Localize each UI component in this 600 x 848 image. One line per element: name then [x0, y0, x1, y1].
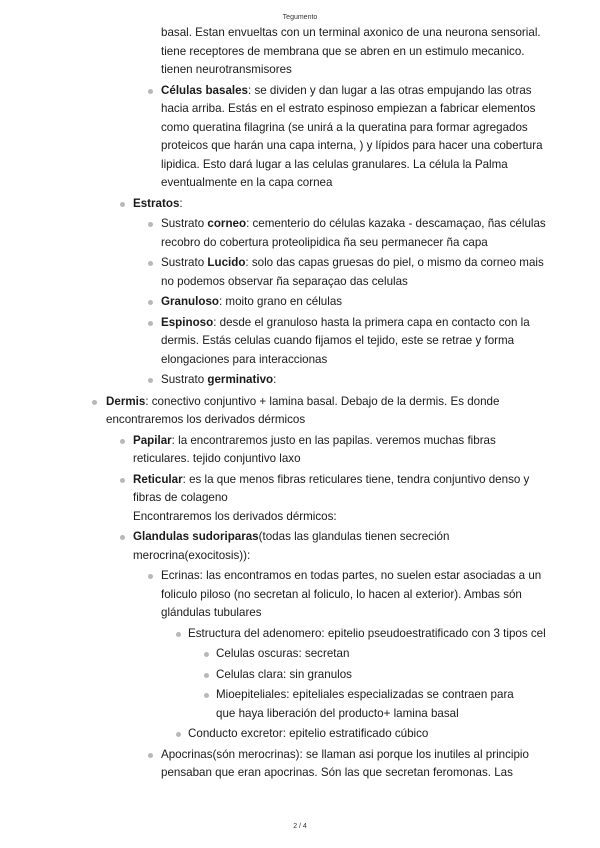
- term-espinoso: Espinoso: [161, 315, 214, 329]
- paragraph-text: Encontraremos los derivados dérmicos:: [133, 509, 337, 523]
- list-item: [0, 725, 554, 744]
- list-item-text: [133, 471, 553, 508]
- bullet-icon: [120, 478, 125, 483]
- list-item-text: [106, 393, 526, 430]
- bullet-icon: [148, 378, 153, 383]
- page-header: Tegumento: [282, 14, 318, 21]
- item-text: : desde el granuloso hasta la primera capa en contacto con la dermis. Estás celulas cuando fijamos el tejido, este se retrae y forma elongaciones para interaccionas: [161, 315, 530, 366]
- list-item-text: Celulas oscuras: secretan: [216, 647, 350, 660]
- list-item-text: [161, 371, 551, 390]
- list-item: [0, 82, 551, 193]
- list-item-text: Conducto excretor: epitelio estratificado cúbico: [188, 727, 429, 740]
- item-text: : es la que menos fibras reticulares tiene, tendra conjuntivo denso y fibras de colageno: [133, 472, 530, 504]
- item-text: : moito grano en células: [218, 295, 343, 308]
- list-item: [0, 215, 553, 252]
- list-item-text: Estructura del adenomero: epitelio pseudoestratificado con 3 tipos cel: [188, 626, 546, 640]
- bullet-icon: [148, 222, 153, 227]
- list-item-text: [133, 528, 503, 565]
- bullet-icon: [148, 753, 153, 758]
- item-text: (todas las glandulas tienen secreción merocrina(exocitosis)):: [133, 530, 450, 562]
- term-dermis: Dermis: [106, 394, 146, 408]
- item-text: : solo das capas gruesas do piel, o mismo da corneo mais no podemos observar ña separaçao das celulas: [161, 256, 544, 288]
- list-item: [0, 645, 546, 664]
- term-glandulas: Glandulas sudoriparas: [133, 530, 259, 543]
- item-prefix: Sustrato: [161, 256, 208, 269]
- list-item: [0, 471, 553, 527]
- bullet-icon: [204, 652, 209, 657]
- list-item-text: Mioepiteliales: epiteliales especializadas se contraen para que haya liberación del producto+ lamina basal: [216, 688, 514, 720]
- term-estratos: Estratos: [133, 196, 180, 210]
- list-item: [0, 625, 554, 644]
- list-item: [0, 686, 531, 723]
- list-item: [0, 432, 528, 469]
- bullet-icon: [204, 673, 209, 678]
- term-granuloso: Granuloso: [161, 295, 219, 308]
- bullet-icon: [120, 202, 125, 207]
- list-item-text: [161, 293, 551, 312]
- bullet-icon: [204, 693, 209, 698]
- list-item-text: [161, 314, 553, 370]
- bullet-icon: [176, 732, 181, 737]
- list-item-text: [161, 82, 551, 193]
- bullet-icon: [92, 400, 97, 405]
- item-prefix: Sustrato: [161, 217, 208, 230]
- bullet-icon: [148, 89, 153, 94]
- item-text: : cementerio do células kazaka - descamaçao, ñas células recobro do cobertura proteolipidica ña seu permanecer ña capa: [161, 217, 546, 249]
- item-prefix: Sustrato: [161, 373, 208, 386]
- term-papilar: Papilar: [133, 433, 172, 447]
- list-item-text: [161, 215, 553, 252]
- document-body: [0, 24, 600, 783]
- list-item: [0, 24, 551, 80]
- list-item: [0, 746, 553, 783]
- item-text: : se dividen y dan lugar a las otras empujando las otras hacia arriba. Estás en el estrato espinoso empiezan a fabricar elementos como queratina filagrina (se unirá a la queratina para formar agregados proteicos que harán una capa interna, ) y lípidos para hacer una cobertura lipidica. Esto dará lugar a las celulas granulares. La célula la Palma eventualmente en la capa cornea: [161, 83, 543, 189]
- list-item-text: [133, 195, 553, 214]
- list-item: [0, 528, 503, 565]
- list-item-text: Celulas clara: sin granulos: [216, 667, 352, 681]
- bullet-icon: [148, 261, 153, 266]
- term-reticular: Reticular: [133, 472, 183, 486]
- list-item: [0, 371, 551, 390]
- bullet-icon: [148, 300, 153, 305]
- term-basales: Células basales: [161, 83, 249, 97]
- bullet-icon: [120, 535, 125, 540]
- item-text: : la encontraremos justo en las papilas. veremos muchas fibras reticulares. tejido conjuntivo laxo: [133, 433, 496, 465]
- list-item: [0, 293, 551, 312]
- list-item-text: [133, 432, 528, 469]
- bullet-icon: [148, 321, 153, 326]
- list-item-text: [161, 254, 551, 291]
- item-text: : conectivo conjuntivo + lamina basal. Debajo de la dermis. Es donde encontraremos los derivados dérmicos: [106, 394, 500, 426]
- list-item: [0, 666, 546, 685]
- list-item: [0, 314, 553, 370]
- term-lucido: Lucido: [207, 256, 246, 269]
- list-item: [0, 195, 553, 214]
- paragraph-text: basal. Estan envueltas con un terminal axonico de una neurona sensorial. tiene receptores de membrana que se abren en un estimulo mecanico. tienen neurotransmisores: [161, 26, 541, 76]
- bullet-icon: [148, 574, 153, 579]
- list-item-text: Apocrinas(són merocrinas): se llaman asi porque los inutiles al principio pensaban que eran apocrinas. Són las que secretan feromonas. Las: [161, 747, 529, 779]
- bullet-icon: [176, 632, 181, 637]
- item-text: :: [179, 196, 183, 210]
- list-item: [0, 393, 526, 430]
- page-number: 2 / 4: [293, 823, 307, 830]
- list-item: [0, 567, 553, 623]
- bullet-icon: [120, 439, 125, 444]
- term-germinativo: germinativo: [207, 373, 274, 386]
- list-item-text: Ecrinas: las encontramos en todas partes, no suelen estar asociadas a un foliculo piloso (no secretan al foliculo, lo hacen al exterior). Ambas són glándulas tubulares: [161, 569, 542, 619]
- item-text: :: [273, 373, 277, 386]
- list-item: [0, 254, 551, 291]
- term-corneo: corneo: [207, 217, 247, 230]
